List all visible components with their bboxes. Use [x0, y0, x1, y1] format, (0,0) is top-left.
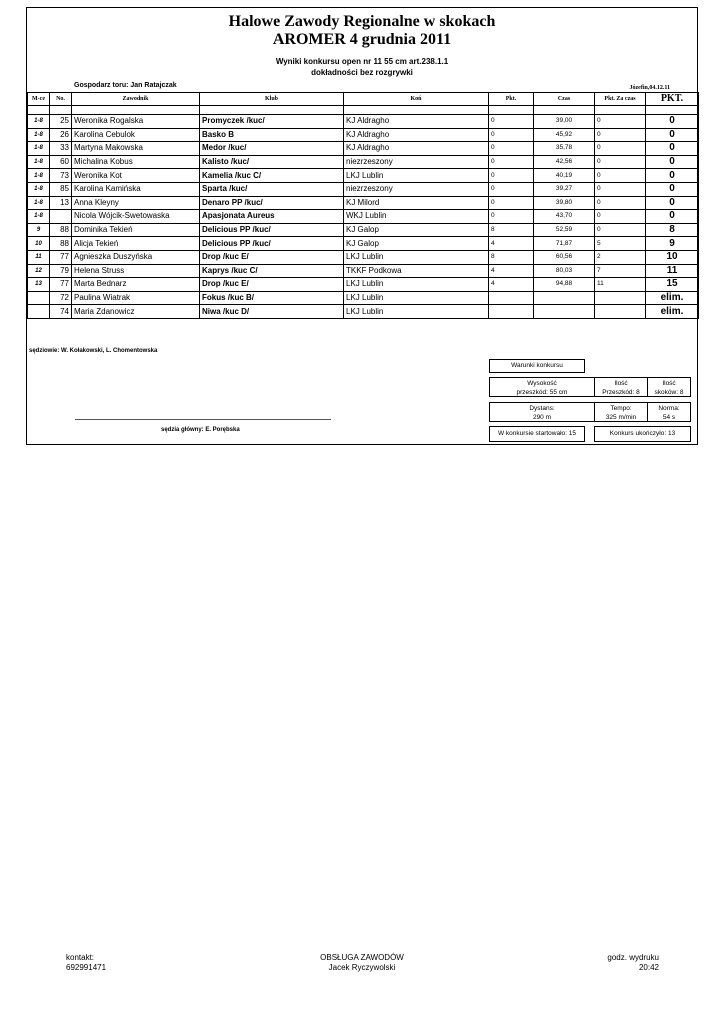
- cell-horse: TKKF Podkowa: [344, 264, 489, 278]
- cell-no: 88: [50, 237, 72, 251]
- cell-total: 0: [646, 142, 699, 156]
- col-total: PKT.: [646, 93, 699, 106]
- riders-started: W konkursie startowało: 15: [489, 426, 585, 442]
- cell-horse: LKJ Lublin: [344, 169, 489, 183]
- cell-time: 35,78: [534, 142, 595, 156]
- cell-time-pen: 0: [595, 223, 646, 237]
- cell-time-pen: 7: [595, 264, 646, 278]
- cell-pkt: [489, 291, 534, 305]
- cell-place: 1-8: [28, 210, 50, 224]
- cell-no: 73: [50, 169, 72, 183]
- cell-horse: niezrzeszony: [344, 155, 489, 169]
- table-row: [28, 223, 699, 237]
- riders-finished: Konkurs ukończyło: 13: [594, 426, 691, 442]
- cell-place: 1-8: [28, 196, 50, 210]
- cell-rider: Michalina Kobus: [72, 155, 200, 169]
- table-row: [28, 128, 699, 142]
- table-row: [28, 264, 699, 278]
- cell-club: Kalisto /kuc/: [200, 155, 344, 169]
- cell-place: 1-8: [28, 115, 50, 129]
- cell-pkt: 0: [489, 142, 534, 156]
- cell-rider: Helena Struss: [72, 264, 200, 278]
- table-row: [28, 237, 699, 251]
- cell-pkt: [489, 305, 534, 319]
- cell-club: Kamelia /kuc C/: [200, 169, 344, 183]
- cell-horse: WKJ Lublin: [344, 210, 489, 224]
- cell-rider: Martyna Makowska: [72, 142, 200, 156]
- col-place: M-ce: [28, 93, 50, 106]
- cell-time-pen: 11: [595, 278, 646, 292]
- conditions-obstacles: Ilość Przeszkód: 8: [594, 377, 648, 397]
- table-row: [28, 210, 699, 224]
- cell-time: 60,56: [534, 250, 595, 264]
- cell-club: Denaro PP /kuc/: [200, 196, 344, 210]
- cell-club: Apasjonata Aureus: [200, 210, 344, 224]
- cell-rider: Weronika Kot: [72, 169, 200, 183]
- cell-no: 79: [50, 264, 72, 278]
- col-pkt: Pkt.: [489, 93, 534, 106]
- spacer-row: [28, 106, 699, 115]
- cell-horse: LKJ Lublin: [344, 250, 489, 264]
- col-no: No.: [50, 93, 72, 106]
- cell-total: 0: [646, 210, 699, 224]
- table-row: [28, 169, 699, 183]
- cell-club: Delicious PP /kuc/: [200, 237, 344, 251]
- cell-rider: Marta Bednarz: [72, 278, 200, 292]
- signature-line: [75, 419, 331, 420]
- place-date: Józefin,04.12.11: [629, 85, 670, 91]
- cell-club: Medor /kuc/: [200, 142, 344, 156]
- cell-no: 26: [50, 128, 72, 142]
- cell-rider: Nicola Wójcik-Swetowaska: [72, 210, 200, 224]
- cell-place: 10: [28, 237, 50, 251]
- cell-rider: Weronika Rogalska: [72, 115, 200, 129]
- chief-judge: sędzia główny: E. Porębska: [161, 427, 240, 433]
- results-table: [27, 92, 699, 319]
- cell-club: Fokus /kuc B/: [200, 291, 344, 305]
- table-row: [28, 196, 699, 210]
- table-row: [28, 305, 699, 319]
- cell-pkt: 4: [489, 237, 534, 251]
- cell-time-pen: 2: [595, 250, 646, 264]
- conditions-tempo: Tempo: 325 m/min: [594, 402, 648, 422]
- cell-rider: Karolina Cebulok: [72, 128, 200, 142]
- cell-total: 8: [646, 223, 699, 237]
- cell-horse: KJ Galop: [344, 237, 489, 251]
- cell-time-pen: 0: [595, 169, 646, 183]
- cell-place: 1-8: [28, 155, 50, 169]
- cell-place: 1-8: [28, 182, 50, 196]
- conditions-height: Wysokość przeszkód: 55 cm: [489, 377, 595, 397]
- cell-total: 0: [646, 128, 699, 142]
- cell-time: 52,59: [534, 223, 595, 237]
- cell-pkt: 0: [489, 196, 534, 210]
- cell-club: Basko B: [200, 128, 344, 142]
- cell-place: 9: [28, 223, 50, 237]
- cell-club: Niwa /kuc D/: [200, 305, 344, 319]
- cell-pkt: 0: [489, 115, 534, 129]
- footer-contact: kontakt: 692991471: [66, 953, 107, 972]
- cell-pkt: 4: [489, 278, 534, 292]
- competition-name: Wyniki konkursu open nr 11 55 cm art.238.1.1: [275, 57, 449, 66]
- col-time: Czas: [534, 93, 595, 106]
- cell-no: 72: [50, 291, 72, 305]
- col-club: Klub: [200, 93, 344, 106]
- cell-horse: KJ Milord: [344, 196, 489, 210]
- cell-total: 0: [646, 155, 699, 169]
- cell-time-pen: [595, 291, 646, 305]
- cell-total: 15: [646, 278, 699, 292]
- cell-rider: Alicja Tekień: [72, 237, 200, 251]
- cell-time: 71,87: [534, 237, 595, 251]
- cell-place: 11: [28, 250, 50, 264]
- cell-total: elim.: [646, 305, 699, 319]
- cell-no: 33: [50, 142, 72, 156]
- cell-no: [50, 210, 72, 224]
- table-row: [28, 250, 699, 264]
- cell-place: [28, 291, 50, 305]
- cell-time-pen: [595, 305, 646, 319]
- cell-no: 74: [50, 305, 72, 319]
- cell-time: 39,27: [534, 182, 595, 196]
- cell-time-pen: 0: [595, 155, 646, 169]
- cell-pkt: 8: [489, 250, 534, 264]
- results-sheet: [26, 7, 698, 445]
- conditions-norm: Norma: 54 s: [647, 402, 691, 422]
- cell-horse: KJ Aldragho: [344, 115, 489, 129]
- cell-time: 80,03: [534, 264, 595, 278]
- cell-pkt: 4: [489, 264, 534, 278]
- cell-time-pen: 0: [595, 182, 646, 196]
- cell-rider: Karolina Kamińska: [72, 182, 200, 196]
- cell-pkt: 0: [489, 128, 534, 142]
- cell-no: 25: [50, 115, 72, 129]
- cell-club: Drop /kuc E/: [200, 250, 344, 264]
- table-row: [28, 115, 699, 129]
- table-header-row: [28, 93, 699, 106]
- cell-time: [534, 305, 595, 319]
- cell-total: 11: [646, 264, 699, 278]
- cell-horse: KJ Aldragho: [344, 142, 489, 156]
- cell-pkt: 8: [489, 223, 534, 237]
- cell-time: 39,80: [534, 196, 595, 210]
- cell-total: 0: [646, 169, 699, 183]
- cell-rider: Dominika Tekień: [72, 223, 200, 237]
- cell-no: 77: [50, 278, 72, 292]
- cell-total: 0: [646, 196, 699, 210]
- cell-total: 0: [646, 115, 699, 129]
- cell-rider: Paulina Wiatrak: [72, 291, 200, 305]
- table-row: [28, 155, 699, 169]
- table-row: [28, 182, 699, 196]
- col-rider: Zawodnik: [72, 93, 200, 106]
- cell-time: 94,88: [534, 278, 595, 292]
- competition-type: dokładności bez rozgrywki: [311, 68, 413, 77]
- event-title: Halowe Zawody Regionalne w skokach: [228, 13, 496, 30]
- cell-horse: KJ Aldragho: [344, 128, 489, 142]
- conditions-jumps: Ilość skoków: 8: [647, 377, 691, 397]
- cell-time-pen: 0: [595, 115, 646, 129]
- table-row: [28, 291, 699, 305]
- footer-print-time: godz. wydruku 20:42: [607, 953, 659, 972]
- cell-horse: LKJ Lublin: [344, 278, 489, 292]
- cell-pkt: 0: [489, 169, 534, 183]
- cell-club: Sparta /kuc/: [200, 182, 344, 196]
- cell-no: 85: [50, 182, 72, 196]
- cell-place: 1-8: [28, 169, 50, 183]
- cell-horse: KJ Galop: [344, 223, 489, 237]
- cell-place: 1-8: [28, 142, 50, 156]
- table-row: [28, 278, 699, 292]
- cell-horse: LKJ Lublin: [344, 291, 489, 305]
- cell-total: elim.: [646, 291, 699, 305]
- col-time-pen: Pkt. Za czas: [595, 93, 646, 106]
- results-body: [28, 115, 699, 319]
- cell-time-pen: 0: [595, 128, 646, 142]
- table-row: [28, 142, 699, 156]
- cell-place: [28, 305, 50, 319]
- cell-place: 1-8: [28, 128, 50, 142]
- cell-no: 77: [50, 250, 72, 264]
- cell-time: 45,92: [534, 128, 595, 142]
- cell-time-pen: 5: [595, 237, 646, 251]
- cell-horse: LKJ Lublin: [344, 305, 489, 319]
- cell-pkt: 0: [489, 210, 534, 224]
- cell-total: 0: [646, 182, 699, 196]
- cell-no: 60: [50, 155, 72, 169]
- cell-club: Promyczek /kuc/: [200, 115, 344, 129]
- conditions-title: Warunki konkursu: [489, 359, 585, 373]
- cell-time: 39,00: [534, 115, 595, 129]
- judges: sędziowie: W. Kołakowski, L. Chomentowska: [29, 348, 158, 354]
- cell-time: 40,19: [534, 169, 595, 183]
- cell-total: 9: [646, 237, 699, 251]
- cell-pkt: 0: [489, 182, 534, 196]
- cell-rider: Maria Zdanowicz: [72, 305, 200, 319]
- cell-time: 42,56: [534, 155, 595, 169]
- cell-place: 12: [28, 264, 50, 278]
- cell-club: Delicious PP /kuc/: [200, 223, 344, 237]
- cell-time: 43,70: [534, 210, 595, 224]
- cell-club: Kaprys /kuc C/: [200, 264, 344, 278]
- cell-time-pen: 0: [595, 196, 646, 210]
- cell-time: [534, 291, 595, 305]
- cell-rider: Agnieszka Duszyńska: [72, 250, 200, 264]
- cell-rider: Anna Kleyny: [72, 196, 200, 210]
- cell-club: Drop /kuc E/: [200, 278, 344, 292]
- event-subtitle: AROMER 4 grudnia 2011: [272, 31, 452, 48]
- cell-time-pen: 0: [595, 210, 646, 224]
- cell-no: 88: [50, 223, 72, 237]
- cell-horse: niezrzeszony: [344, 182, 489, 196]
- cell-no: 13: [50, 196, 72, 210]
- cell-place: 13: [28, 278, 50, 292]
- cell-pkt: 0: [489, 155, 534, 169]
- conditions-distance: Dystans: 290 m: [489, 402, 595, 422]
- course-host: Gospodarz toru: Jan Ratajczak: [74, 82, 177, 89]
- col-horse: Koń: [344, 93, 489, 106]
- footer-service: OBSŁUGA ZAWODÓW Jacek Ryczywolski: [320, 953, 404, 972]
- cell-time-pen: 0: [595, 142, 646, 156]
- cell-total: 10: [646, 250, 699, 264]
